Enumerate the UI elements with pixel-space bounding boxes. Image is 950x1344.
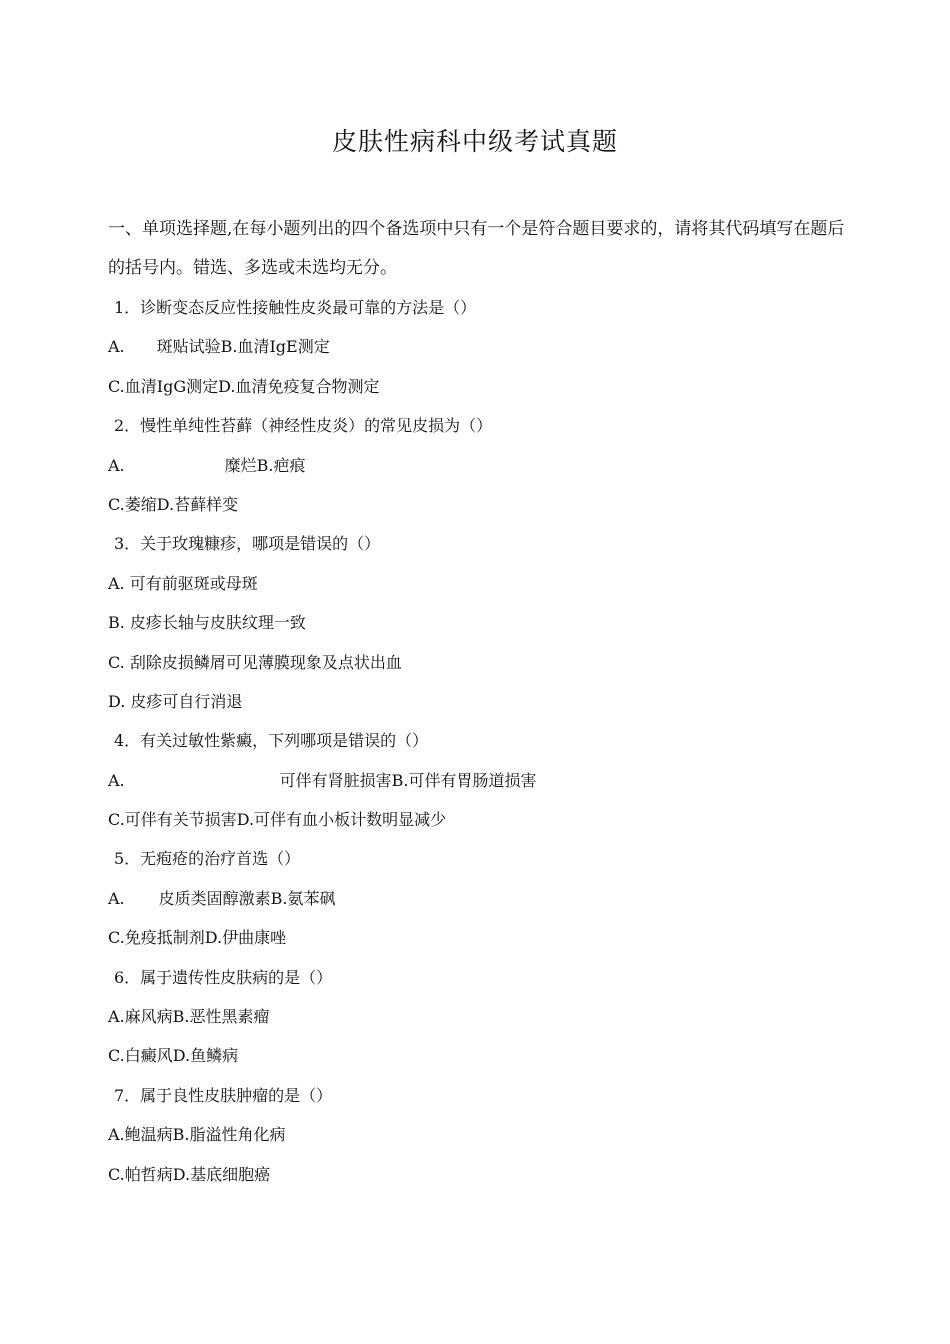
option-text: 可伴有肾脏损害B.可伴有胃肠道损害 <box>279 770 537 790</box>
question-7-option-line-2: C.帕哲病D.基底细胞癌 <box>108 1164 271 1184</box>
question-7-option-line-1: A.鲍温病B.脂溢性角化病 <box>108 1125 286 1145</box>
option-prefix: A. <box>108 888 125 908</box>
question-7-stem: 7．属于良性皮肤肿瘤的是（） <box>114 1085 333 1105</box>
question-1-stem: 1．诊断变态反应性接触性皮炎最可靠的方法是（） <box>114 298 477 317</box>
question-2-stem: 2．慢性单纯性苔藓（神经性皮炎）的常见皮损为（） <box>114 416 493 436</box>
question-5-option-line-2: C.免疫抵制剂D.伊曲康唑 <box>108 928 287 948</box>
question-6-option-line-1: A.麻风病B.恶性黑素瘤 <box>108 1007 270 1027</box>
question-2-option-line-2: C.萎缩D.苔藓样变 <box>108 494 239 514</box>
question-3-option-c: C. 刮除皮损鳞屑可见薄膜现象及点状出血 <box>108 652 402 672</box>
question-2-option-line-1 <box>108 446 848 485</box>
question-4-option-line-1 <box>108 761 848 800</box>
question-3-option-a: A. 可有前驱斑或母斑 <box>108 573 258 593</box>
question-5-option-line-1 <box>108 879 848 918</box>
question-1-option-line-2: C.血清IgG测定D.血清免疫复合物测定 <box>108 376 380 396</box>
question-3-option-d: D. 皮疹可自行消退 <box>108 691 243 711</box>
option-prefix: A. <box>108 770 125 790</box>
question-6-option-line-2: C.白癜风D.鱼鳞病 <box>108 1046 239 1066</box>
question-list <box>108 288 848 1194</box>
question-3-option-b: B. 皮疹长轴与皮肤纹理一致 <box>108 613 306 633</box>
question-4-stem: 4．有关过敏性紫癜，下列哪项是错误的（） <box>114 731 429 751</box>
option-text: 皮质类固醇激素B.氨苯砜 <box>158 888 336 908</box>
section-instructions: 一、单项选择题,在每小题列出的四个备选项中只有一个是符合题目要求的，请将其代码填写在题后的括号内。错选、多选或未选均无分。 <box>108 219 845 278</box>
option-prefix: A. <box>108 455 125 475</box>
option-text: 斑贴试验B.血清IgE测定 <box>156 337 330 357</box>
option-prefix: A. <box>108 337 125 357</box>
question-5-stem: 5．无疱疮的治疗首选（） <box>114 849 301 869</box>
question-4-option-line-2: C.可伴有关节损害D.可伴有血小板计数明显减少 <box>108 810 447 830</box>
question-1-option-line-1 <box>108 327 848 366</box>
option-text: 糜烂B.疤痕 <box>224 455 306 475</box>
page-title: 皮肤性病科中级考试真题 <box>331 127 618 156</box>
question-6-stem: 6．属于遗传性皮肤病的是（） <box>114 967 333 987</box>
question-3-stem: 3．关于玫瑰糠疹，哪项是错误的（） <box>114 534 381 554</box>
